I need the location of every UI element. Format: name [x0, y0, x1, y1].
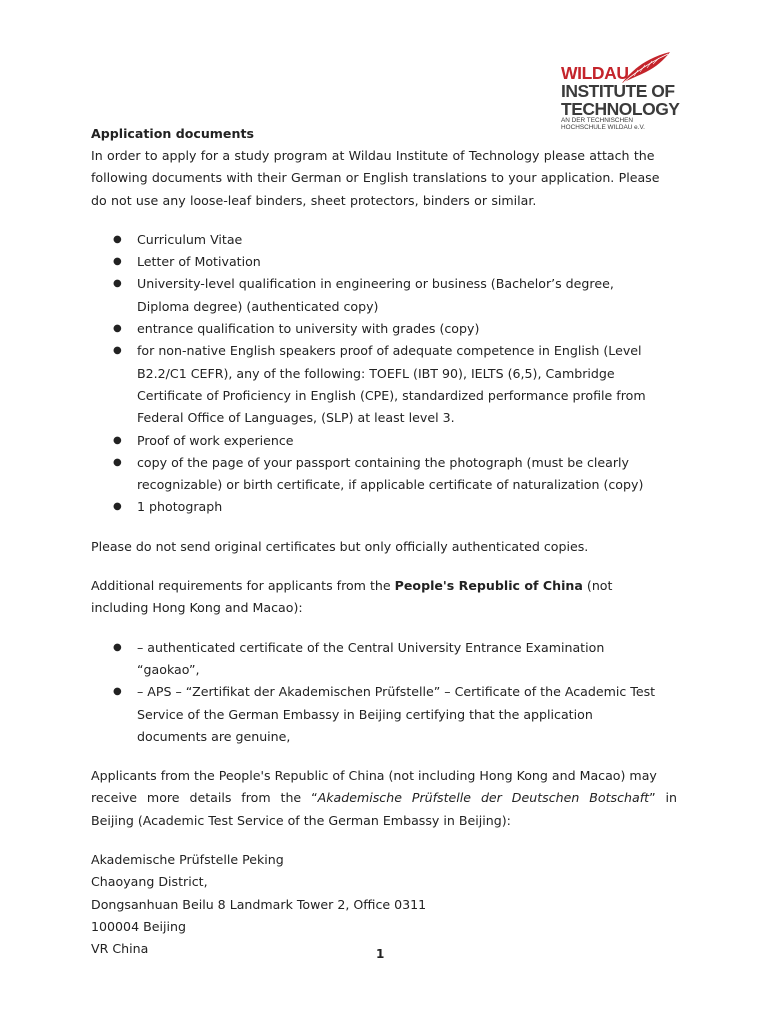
list-item-text: – APS – “Zertifikat der Akademischen Prüfstelle” – Certificate of the Academic Test	[137, 684, 656, 700]
list-item-text: 1 photograph	[137, 499, 223, 515]
list-item-text: – authenticated certificate of the Central University Entrance Examination	[137, 639, 605, 655]
list-item	[91, 452, 677, 497]
bullet-icon: ●	[113, 233, 122, 245]
details-text: ” in	[649, 790, 677, 806]
china-intro-text: (not	[582, 578, 613, 594]
logo-line-5: HOCHSCHULE WILDAU e.V.	[561, 124, 645, 131]
list-item-text: for non-native English speakers proof of adequate competence in English (Level	[137, 343, 642, 359]
address-line: 100004 Beijing	[91, 918, 186, 934]
list-item	[91, 273, 677, 318]
list-item-text: recognizable) or birth certificate, if applicable certificate of naturalization (copy)	[137, 477, 644, 493]
list-item-text: documents are genuine,	[137, 728, 291, 744]
intro-line: do not use any loose-leaf binders, sheet protectors, binders or similar.	[91, 192, 537, 208]
bullet-icon: ●	[113, 345, 122, 357]
china-intro-line	[91, 575, 677, 597]
logo-line-2: INSTITUTE OF	[561, 81, 675, 101]
bullet-icon: ●	[113, 434, 122, 446]
logo-line-4: AN DER TECHNISCHEN	[561, 117, 633, 124]
details-line: Beijing (Academic Test Service of the German Embassy in Beijing):	[91, 812, 511, 828]
address-line: Chaoyang District,	[91, 874, 208, 890]
list-item	[91, 430, 677, 452]
bullet-icon: ●	[113, 501, 122, 513]
list-item-text: Letter of Motivation	[137, 254, 261, 270]
bullet-icon: ●	[113, 686, 122, 698]
list-item-text: University-level qualification in engineering or business (Bachelor’s degree,	[137, 276, 614, 292]
china-requirements-list	[91, 637, 677, 748]
intro-paragraph	[91, 145, 677, 212]
list-item	[91, 637, 677, 682]
document-body	[91, 123, 677, 961]
list-item-text: Federal Office of Languages, (SLP) at least level 3.	[137, 410, 455, 426]
china-country-name: People's Republic of China	[394, 578, 583, 594]
intro-line: In order to apply for a study program at Wildau Institute of Technology please attach the	[91, 148, 655, 163]
details-text: receive more details from the “	[91, 790, 318, 806]
list-item	[91, 681, 677, 748]
list-item-text: “gaokao”,	[137, 661, 200, 677]
list-item-text: entrance qualification to university with grades (copy)	[137, 321, 480, 337]
details-line: Applicants from the People's Republic of China (not including Hong Kong and Macao) may	[91, 768, 657, 784]
logo-line-3: TECHNOLOGY	[561, 99, 680, 119]
list-item	[91, 229, 677, 251]
bullet-icon: ●	[113, 456, 122, 468]
address-line: VR China	[91, 941, 149, 957]
bullet-icon: ●	[113, 278, 122, 290]
embassy-office-name: Akademische Prüfstelle der Deutschen Botschaft	[317, 790, 650, 806]
logo-line-1: WILDAU	[561, 63, 629, 83]
list-item-text: Diploma degree) (authenticated copy)	[137, 298, 379, 314]
bullet-icon: ●	[113, 641, 122, 653]
details-line	[91, 787, 677, 809]
intro-line: following documents with their German or English translations to your application. Please	[91, 170, 660, 186]
documents-list	[91, 229, 677, 519]
china-intro-line: including Hong Kong and Macao):	[91, 600, 303, 616]
list-item	[91, 496, 677, 518]
bullet-icon: ●	[113, 323, 122, 335]
list-item	[91, 318, 677, 340]
address-line: Dongsanhuan Beilu 8 Landmark Tower 2, Office 0311	[91, 896, 427, 912]
address-block	[91, 849, 677, 960]
list-item-text: Proof of work experience	[137, 432, 294, 448]
list-item-text: copy of the page of your passport containing the photograph (must be clearly	[137, 454, 629, 470]
bullet-icon: ●	[113, 256, 122, 268]
list-item-text: Curriculum Vitae	[137, 231, 243, 247]
list-item	[91, 340, 677, 429]
notice-text: Please do not send original certificates but only officially authenticated copies.	[91, 538, 589, 554]
section-heading: Application documents	[91, 126, 254, 141]
institute-logo	[556, 50, 696, 132]
list-item-text: Service of the German Embassy in Beijing certifying that the application	[137, 706, 593, 722]
list-item-text: Certificate of Proficiency in English (CPE), standardized performance profile from	[137, 387, 646, 403]
list-item	[91, 251, 677, 273]
address-line: Akademische Prüfstelle Peking	[91, 852, 284, 868]
page-number: 1	[376, 947, 385, 961]
china-intro-text: Additional requirements for applicants from the	[91, 578, 395, 594]
list-item-text: B2.2/C1 CEFR), any of the following: TOEFL (IBT 90), IELTS (6,5), Cambridge	[137, 365, 615, 381]
